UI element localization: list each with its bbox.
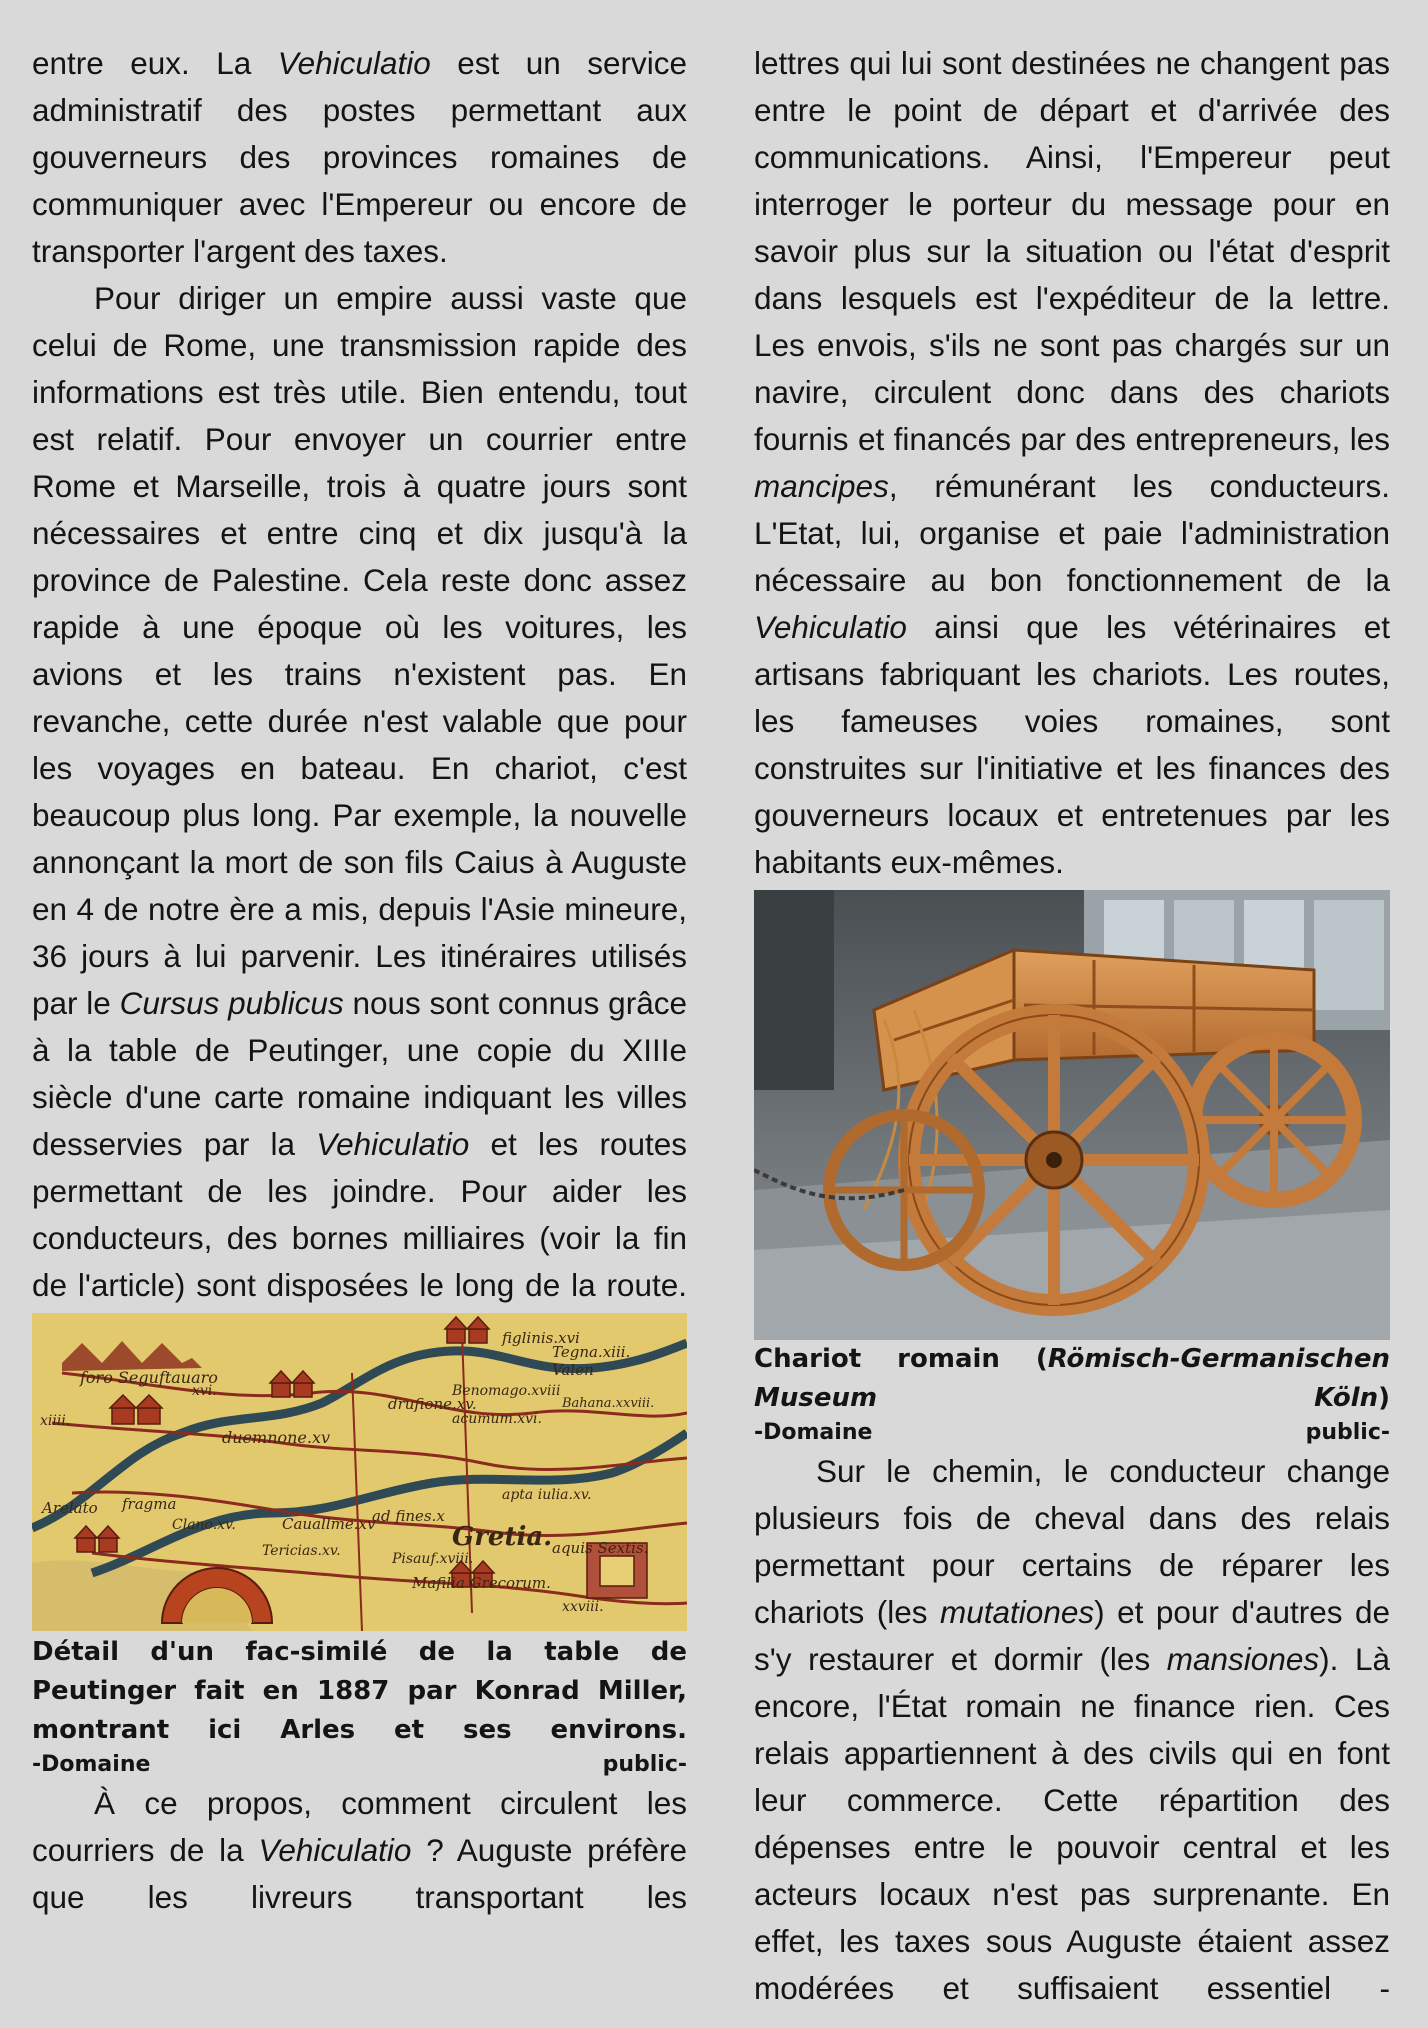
paragraph-text: ? Auguste préfère que les livreurs transportant les: [32, 1832, 687, 1915]
map-label: Gretia.: [452, 1522, 553, 1552]
map-label: apta iulia.xv.: [502, 1487, 592, 1503]
right-paragraph-1: [754, 40, 1390, 886]
map-label: aquis Sextis.: [552, 1539, 649, 1557]
map-label: Bahana.xxviii.: [562, 1396, 655, 1411]
map-label: acumum.xvi.: [452, 1411, 542, 1427]
chariot-caption: [754, 1340, 1390, 1418]
left-paragraph-2: [32, 275, 687, 1309]
peutinger-map-figure: [32, 1313, 687, 1631]
peutinger-map-image: [32, 1313, 687, 1631]
map-label: Tegna.xiii.: [552, 1343, 631, 1361]
right-column: [754, 40, 1390, 2012]
map-label: foro Seguftauaro: [80, 1368, 218, 1387]
chariot-caption-plain: Chariot romain (: [754, 1344, 1048, 1374]
left-paragraph-3: [32, 1780, 687, 1921]
chariot-credit: -Domaine public-: [754, 1420, 1390, 1445]
paragraph-text: est un service administratif des postes permettant aux gouverneurs des provinces romaines de communiquer avec l'Empereur ou encore de transporter l'argent des taxes.: [32, 45, 687, 269]
right-paragraph-2: [754, 1448, 1390, 2012]
map-caption: Détail d'un fac-similé de la table de Peutinger fait en 1887 par Konrad Miller, montrant ici Arles et ses environs.: [32, 1637, 687, 1745]
chariot-caption-museum: Römisch-Germanischen Museum Köln: [754, 1344, 1390, 1413]
map-label: drufione.xv.: [388, 1395, 477, 1413]
map-label: Pisauf.xviii.: [392, 1551, 474, 1567]
italic-text: Cursus publicus: [119, 985, 344, 1021]
italic-text: Vehiculatio: [258, 1832, 412, 1868]
italic-text: mancipes: [754, 468, 889, 504]
map-label: duemnone.xv: [222, 1428, 331, 1447]
map-label: figlinis.xvi: [502, 1329, 580, 1347]
italic-text: mutationes: [940, 1594, 1095, 1630]
map-label: Arelato: [42, 1499, 98, 1517]
paragraph-text: ) et pour d'autres de s'y restaurer et dormir (les: [754, 1594, 1390, 1677]
left-paragraph-1: [32, 40, 687, 275]
italic-text: mansiones: [1166, 1641, 1320, 1677]
italic-text: Vehiculatio: [754, 609, 907, 645]
chariot-caption-end: ): [1378, 1383, 1390, 1413]
paragraph-text: entre eux. La: [32, 45, 278, 81]
map-label: xxviii.: [562, 1599, 604, 1615]
paragraph-text: ainsi que les vétérinaires et artisans fabriquant les chariots. Les routes, les fameuses voies romaines, sont construites sur l'initiative et les finances des gouverneurs locaux et entretenues par les habitants eux-mêmes.: [754, 609, 1390, 880]
paragraph-text: , rémunérant les conducteurs. L'Etat, lui, organise et paie l'administration nécessaire au bon fonctionnement de la: [754, 468, 1390, 598]
paragraph-text: Pour diriger un empire aussi vaste que celui de Rome, une transmission rapide des informations est très utile. Bien entendu, tout est relatif. Pour envoyer un courrier entre Rome et Marseille, trois à quatre jours sont nécessaires et entre cinq et dix jusqu'à la province de Palestine. Cela reste donc assez rapide à une époque où les voitures, les avions et les trains n'existent pas. En revanche, cette durée n'est valable que pour les voyages en bateau. En chariot, c'est beaucoup plus long. Par exemple, la nouvelle annonçant la mort de son fils Caius à Auguste en 4 de notre ère a mis, depuis l'Asie mineure, 36 jours à lui parvenir. Les itinéraires utilisés par le: [32, 280, 687, 1021]
paragraph-text: ). Là encore, l'État romain ne finance rien. Ces relais appartiennent à des civils qui en font leur commerce. Cette répartition des dépenses entre le pouvoir central et les acteurs locaux n'est pas surprenante. En effet, les taxes sous Auguste étaient assez modérées et suffisaient essentiel -: [754, 1641, 1390, 2006]
map-label: Cauallme.xv: [282, 1515, 376, 1533]
left-column: [32, 40, 687, 1921]
paragraph-text: À ce propos, comment circulent les courriers de la: [32, 1785, 687, 1868]
map-label: Benomago.xviii: [452, 1383, 561, 1399]
paragraph-text: lettres qui lui sont destinées ne changent pas entre le point de départ et d'arrivée des communications. Ainsi, l'Empereur peut interroger le porteur du message pour en savoir plus sur la situation ou l'état d'esprit dans lesquels est l'expéditeur de la lettre. Les envois, s'ils ne sont pas chargés sur un navire, circulent donc dans des chariots fournis et financés par des entrepreneurs, les: [754, 45, 1390, 457]
map-label: Tericias.xv.: [262, 1543, 341, 1559]
paragraph-text: et les routes permettant de les joindre. Pour aider les conducteurs, des bornes milliaires (voir la fin de l'article) sont disposées le long de la route.: [32, 1126, 687, 1303]
paragraph-text: nous sont connus grâce à la table de Peutinger, une copie du XIIIe siècle d'une carte romaine indiquant les villes desservies par la: [32, 985, 687, 1162]
paragraph-text: Sur le chemin, le conducteur change plusieurs fois de cheval dans des relais permettant pour certains de réparer les chariots (les: [754, 1453, 1390, 1630]
map-label: Mafilia Grecorum.: [412, 1574, 551, 1592]
chariot-figure: [754, 890, 1390, 1340]
map-credit: -Domaine public-: [32, 1752, 687, 1777]
map-label: fragma: [122, 1495, 177, 1513]
map-label: xvi.: [192, 1383, 217, 1399]
map-label: xiiii.: [40, 1413, 71, 1429]
map-label: Valen: [552, 1361, 594, 1379]
italic-text: Vehiculatio: [316, 1126, 470, 1162]
map-label: Clano.xv.: [172, 1517, 236, 1533]
map-label: ad fines.x: [372, 1507, 445, 1525]
italic-text: Vehiculatio: [277, 45, 431, 81]
chariot-photo: [754, 890, 1390, 1340]
